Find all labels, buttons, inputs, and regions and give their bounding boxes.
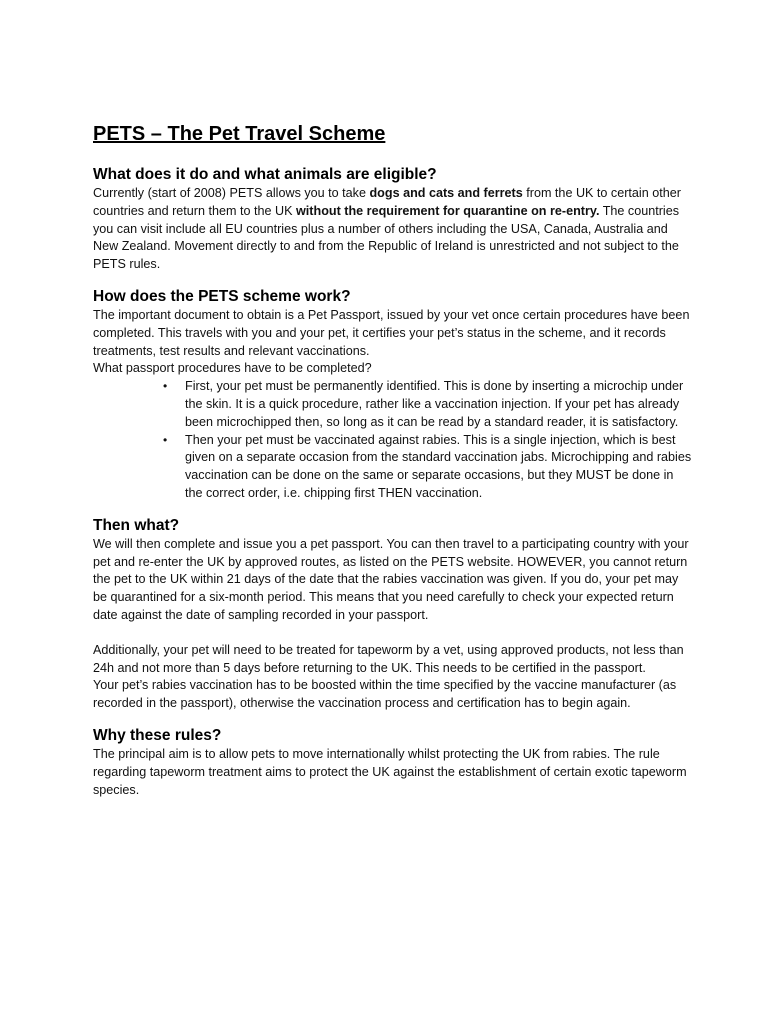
text-run: The countries you can visit include all EU countries plus a number of others including the USA, Canada, Australia and New Zealand. Movement directly to and from the Republic of Ireland is unrestricted and not subject to the PETS rules. — [93, 203, 680, 272]
list-item — [163, 378, 693, 431]
section-why-rules — [93, 726, 693, 799]
text-run: Currently (start of 2008) PETS allows you to take — [93, 186, 370, 200]
then-what-paragraph-1: We will then complete and issue you a pet passport. You can then travel to a participating country with your pet and re-enter the UK by approved routes, as listed on the PETS website. HOWEVER, you cannot return the pet to the UK within 21 days of the date that the rabies vaccination was given. If you do, your pet may be quarantined for a six-month period. This means that you need carefully to check your expected return date against the date of sampling recorded in your passport. — [93, 536, 689, 622]
bold-animals: dogs and cats and ferrets — [369, 186, 523, 200]
then-what-paragraph-3: Your pet’s rabies vaccination has to be boosted within the time specified by the vaccine manufacturer (as recorded in the passport), otherwise the vaccination process and certification has to begin again. — [93, 678, 677, 711]
how-it-works-paragraph: The important document to obtain is a Pet Passport, issued by your vet once certain procedures have been completed. This travels with you and your pet, it certifies your pet’s status in the scheme, and it records treatments, test results and relevant vaccinations. — [93, 307, 690, 358]
section-heading-how-it-works: How does the PETS scheme work? — [93, 287, 351, 305]
text-run: from the UK to certain other countries and return them to the UK — [93, 186, 681, 218]
section-how-it-works — [93, 287, 693, 503]
list-item-text: First, your pet must be permanently identified. This is done by inserting a microchip under the skin. It is a quick procedure, rather like a vaccination injection. If your pet has already been microchipped then, so long as it can be read by a standard reader, it is satisfactory. — [185, 379, 684, 429]
section-eligibility — [93, 165, 693, 274]
section-heading-then-what: Then what? — [93, 516, 180, 534]
then-what-paragraph-2: Additionally, your pet will need to be treated for tapeworm by a vet, using approved products, not less than 24h and not more than 5 days before returning to the UK. This needs to be certified in the passport. — [93, 642, 684, 675]
document-title: PETS – The Pet Travel Scheme — [93, 123, 386, 145]
section-heading-eligibility: What does it do and what animals are eligible? — [93, 166, 437, 183]
bullet-icon: • — [163, 432, 168, 447]
why-rules-paragraph: The principal aim is to allow pets to move internationally whilst protecting the UK from rabies. The rule regarding tapeworm treatment aims to protect the UK against the establishment of certain exotic tapeworm species. — [93, 746, 687, 797]
section-heading-why-rules: Why these rules? — [93, 726, 222, 744]
bold-no-quarantine: without the requirement for quarantine on re-entry. — [296, 203, 600, 218]
paragraph-gap — [93, 625, 693, 642]
eligibility-paragraph — [93, 185, 693, 274]
procedure-list — [93, 378, 693, 503]
section-then-what — [93, 516, 693, 713]
procedures-question: What passport procedures have to be completed? — [93, 361, 372, 376]
list-item-text: Then your pet must be vaccinated against rabies. This is a single injection, which is best given on a separate occasion from the standard vaccination jabs. Microchipping and rabies vaccination can be done on the same or separate occasions, but they MUST be done in the correct order, i.e. chipping first THEN vaccination. — [185, 432, 692, 500]
document-content — [93, 121, 693, 812]
bullet-icon: • — [163, 379, 168, 394]
list-item — [163, 432, 693, 503]
